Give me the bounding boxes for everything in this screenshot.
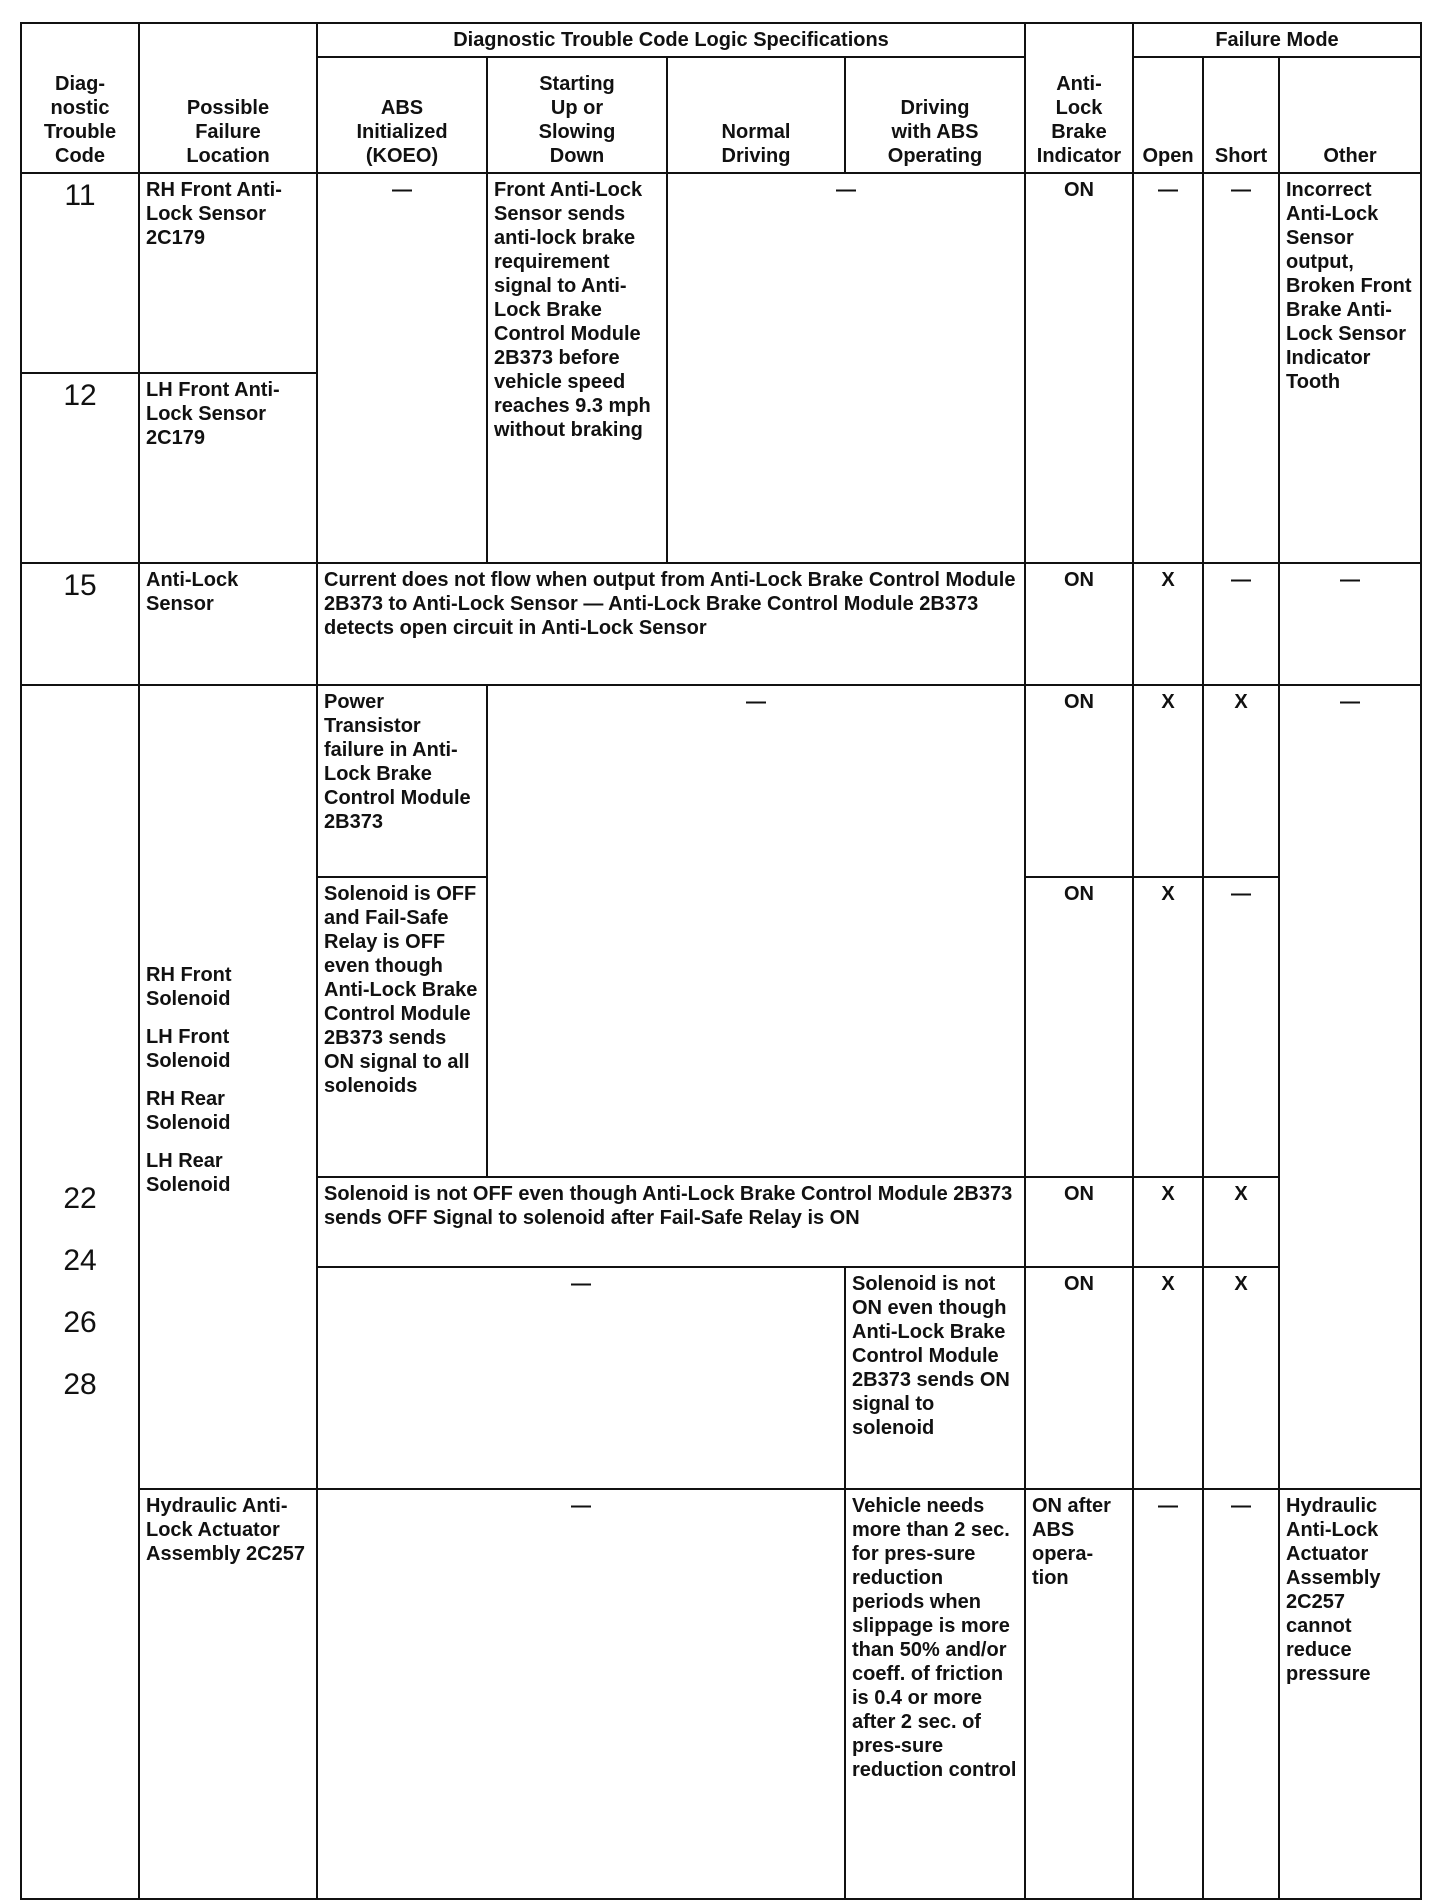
driving-1112 bbox=[667, 173, 1025, 563]
short-soloff bbox=[1203, 877, 1279, 1177]
abs-init-1112 bbox=[317, 173, 487, 563]
indicator-noton: ON bbox=[1025, 1267, 1133, 1489]
solenoid-not-on: Solenoid is not ON even though Anti-Lock Brake Control Module 2B373 sends ON signal to solenoid bbox=[845, 1267, 1025, 1489]
code-11: 11 bbox=[21, 173, 139, 373]
header-normal: Normal Driving bbox=[667, 57, 845, 173]
header-abs-init: ABS Initialized (KOEO) bbox=[317, 57, 487, 173]
code-15: 15 bbox=[21, 563, 139, 685]
location-12: LH Front Anti-Lock Sensor 2C179 bbox=[139, 373, 317, 563]
location-11: RH Front Anti-Lock Sensor 2C179 bbox=[139, 173, 317, 373]
solenoid-not-off: Solenoid is not OFF even though Anti-Lock Brake Control Module 2B373 sends OFF Signal to solenoid after Fail-Safe Relay is ON bbox=[317, 1177, 1025, 1267]
dash: — bbox=[1158, 179, 1178, 201]
dash: — bbox=[1231, 883, 1251, 905]
open-15: X bbox=[1133, 563, 1203, 685]
code-26: 26 bbox=[63, 1306, 97, 1339]
short-power: X bbox=[1203, 685, 1279, 877]
short-noton: X bbox=[1203, 1267, 1279, 1489]
location-15: Anti-Lock Sensor bbox=[139, 563, 317, 685]
location-hydraulic: Hydraulic Anti-Lock Actuator Assembly 2C257 bbox=[139, 1489, 317, 1899]
open-soloff: X bbox=[1133, 877, 1203, 1177]
indicator-notoff: ON bbox=[1025, 1177, 1133, 1267]
code-28: 28 bbox=[63, 1368, 97, 1401]
open-noton: X bbox=[1133, 1267, 1203, 1489]
header-driving-abs: Driving with ABS Operating bbox=[845, 57, 1025, 173]
hydraulic-blank bbox=[317, 1489, 845, 1899]
short-notoff: X bbox=[1203, 1177, 1279, 1267]
header-location: Possible Failure Location bbox=[139, 23, 317, 173]
indicator-1112: ON bbox=[1025, 173, 1133, 563]
other-hydraulic: Hydraulic Anti-Lock Actuator Assembly 2C257 cannot reduce pressure bbox=[1279, 1489, 1421, 1899]
header-logic-group: Diagnostic Trouble Code Logic Specifications bbox=[317, 23, 1025, 57]
other-15 bbox=[1279, 563, 1421, 685]
starting-1112: Front Anti-Lock Sensor sends anti-lock brake requirement signal to Anti-Lock Brake Control Module 2B373 before vehicle speed reaches 9.3 mph without braking bbox=[487, 173, 667, 563]
open-1112 bbox=[1133, 173, 1203, 563]
logic-solenoid-blank bbox=[487, 685, 1025, 1177]
location-rh-rear-solenoid: RH Rear Solenoid bbox=[146, 1088, 231, 1134]
other-1112: Incorrect Anti-Lock Sensor output, Broken Front Brake Anti-Lock Sensor Indicator Tooth bbox=[1279, 173, 1421, 563]
header-open: Open bbox=[1133, 57, 1203, 173]
short-15 bbox=[1203, 563, 1279, 685]
header-dtc: Diag- nostic Trouble Code bbox=[21, 23, 139, 173]
dash: — bbox=[836, 179, 856, 201]
short-hydraulic bbox=[1203, 1489, 1279, 1899]
other-solenoid bbox=[1279, 685, 1421, 1489]
dash: — bbox=[1340, 569, 1360, 591]
header-failure-group: Failure Mode bbox=[1133, 23, 1421, 57]
hydraulic-driving: Vehicle needs more than 2 sec. for pres-sure reduction periods when slippage is more than 50% and/or coeff. of friction is 0.4 or more after 2 sec. of pres-sure reduction control bbox=[845, 1489, 1025, 1899]
short-1112 bbox=[1203, 173, 1279, 563]
dash: — bbox=[1231, 569, 1251, 591]
header-short: Short bbox=[1203, 57, 1279, 173]
dash: — bbox=[392, 179, 412, 201]
header-other: Other bbox=[1279, 57, 1421, 173]
header-indicator: Anti- Lock Brake Indicator bbox=[1025, 23, 1133, 173]
location-rh-front-solenoid: RH Front Solenoid bbox=[146, 964, 232, 1010]
solenoid-not-on-blank bbox=[317, 1267, 845, 1489]
dash: — bbox=[1158, 1495, 1178, 1517]
logic-15: Current does not flow when output from Anti-Lock Brake Control Module 2B373 to Anti-Lock Sensor — Anti-Lock Brake Control Module 2B373 detects open circuit in Anti-Lock Sensor bbox=[317, 563, 1025, 685]
indicator-hydraulic: ON after ABS opera-tion bbox=[1025, 1489, 1133, 1899]
location-lh-front-solenoid: LH Front Solenoid bbox=[146, 1026, 231, 1072]
solenoid-off: Solenoid is OFF and Fail-Safe Relay is OFF even though Anti-Lock Brake Control Module 2B373 sends ON signal to all solenoids bbox=[317, 877, 487, 1177]
code-12: 12 bbox=[21, 373, 139, 563]
dash: — bbox=[1231, 179, 1251, 201]
dash: — bbox=[571, 1273, 591, 1295]
open-hydraulic bbox=[1133, 1489, 1203, 1899]
dash: — bbox=[746, 691, 766, 713]
indicator-power: ON bbox=[1025, 685, 1133, 877]
indicator-15: ON bbox=[1025, 563, 1133, 685]
dash: — bbox=[1340, 691, 1360, 713]
header-starting: Starting Up or Slowing Down bbox=[487, 57, 667, 173]
open-notoff: X bbox=[1133, 1177, 1203, 1267]
dash: — bbox=[1231, 1495, 1251, 1517]
location-lh-rear-solenoid: LH Rear Solenoid bbox=[146, 1150, 231, 1196]
dash: — bbox=[571, 1495, 591, 1517]
code-22: 22 bbox=[63, 1182, 97, 1215]
dtc-logic-table bbox=[20, 22, 1422, 1900]
open-power: X bbox=[1133, 685, 1203, 877]
code-24: 24 bbox=[63, 1244, 97, 1277]
codes-solenoid bbox=[21, 685, 139, 1899]
indicator-soloff: ON bbox=[1025, 877, 1133, 1177]
power-transistor: Power Transistor failure in Anti-Lock Brake Control Module 2B373 bbox=[317, 685, 487, 877]
location-solenoids bbox=[139, 685, 317, 1489]
